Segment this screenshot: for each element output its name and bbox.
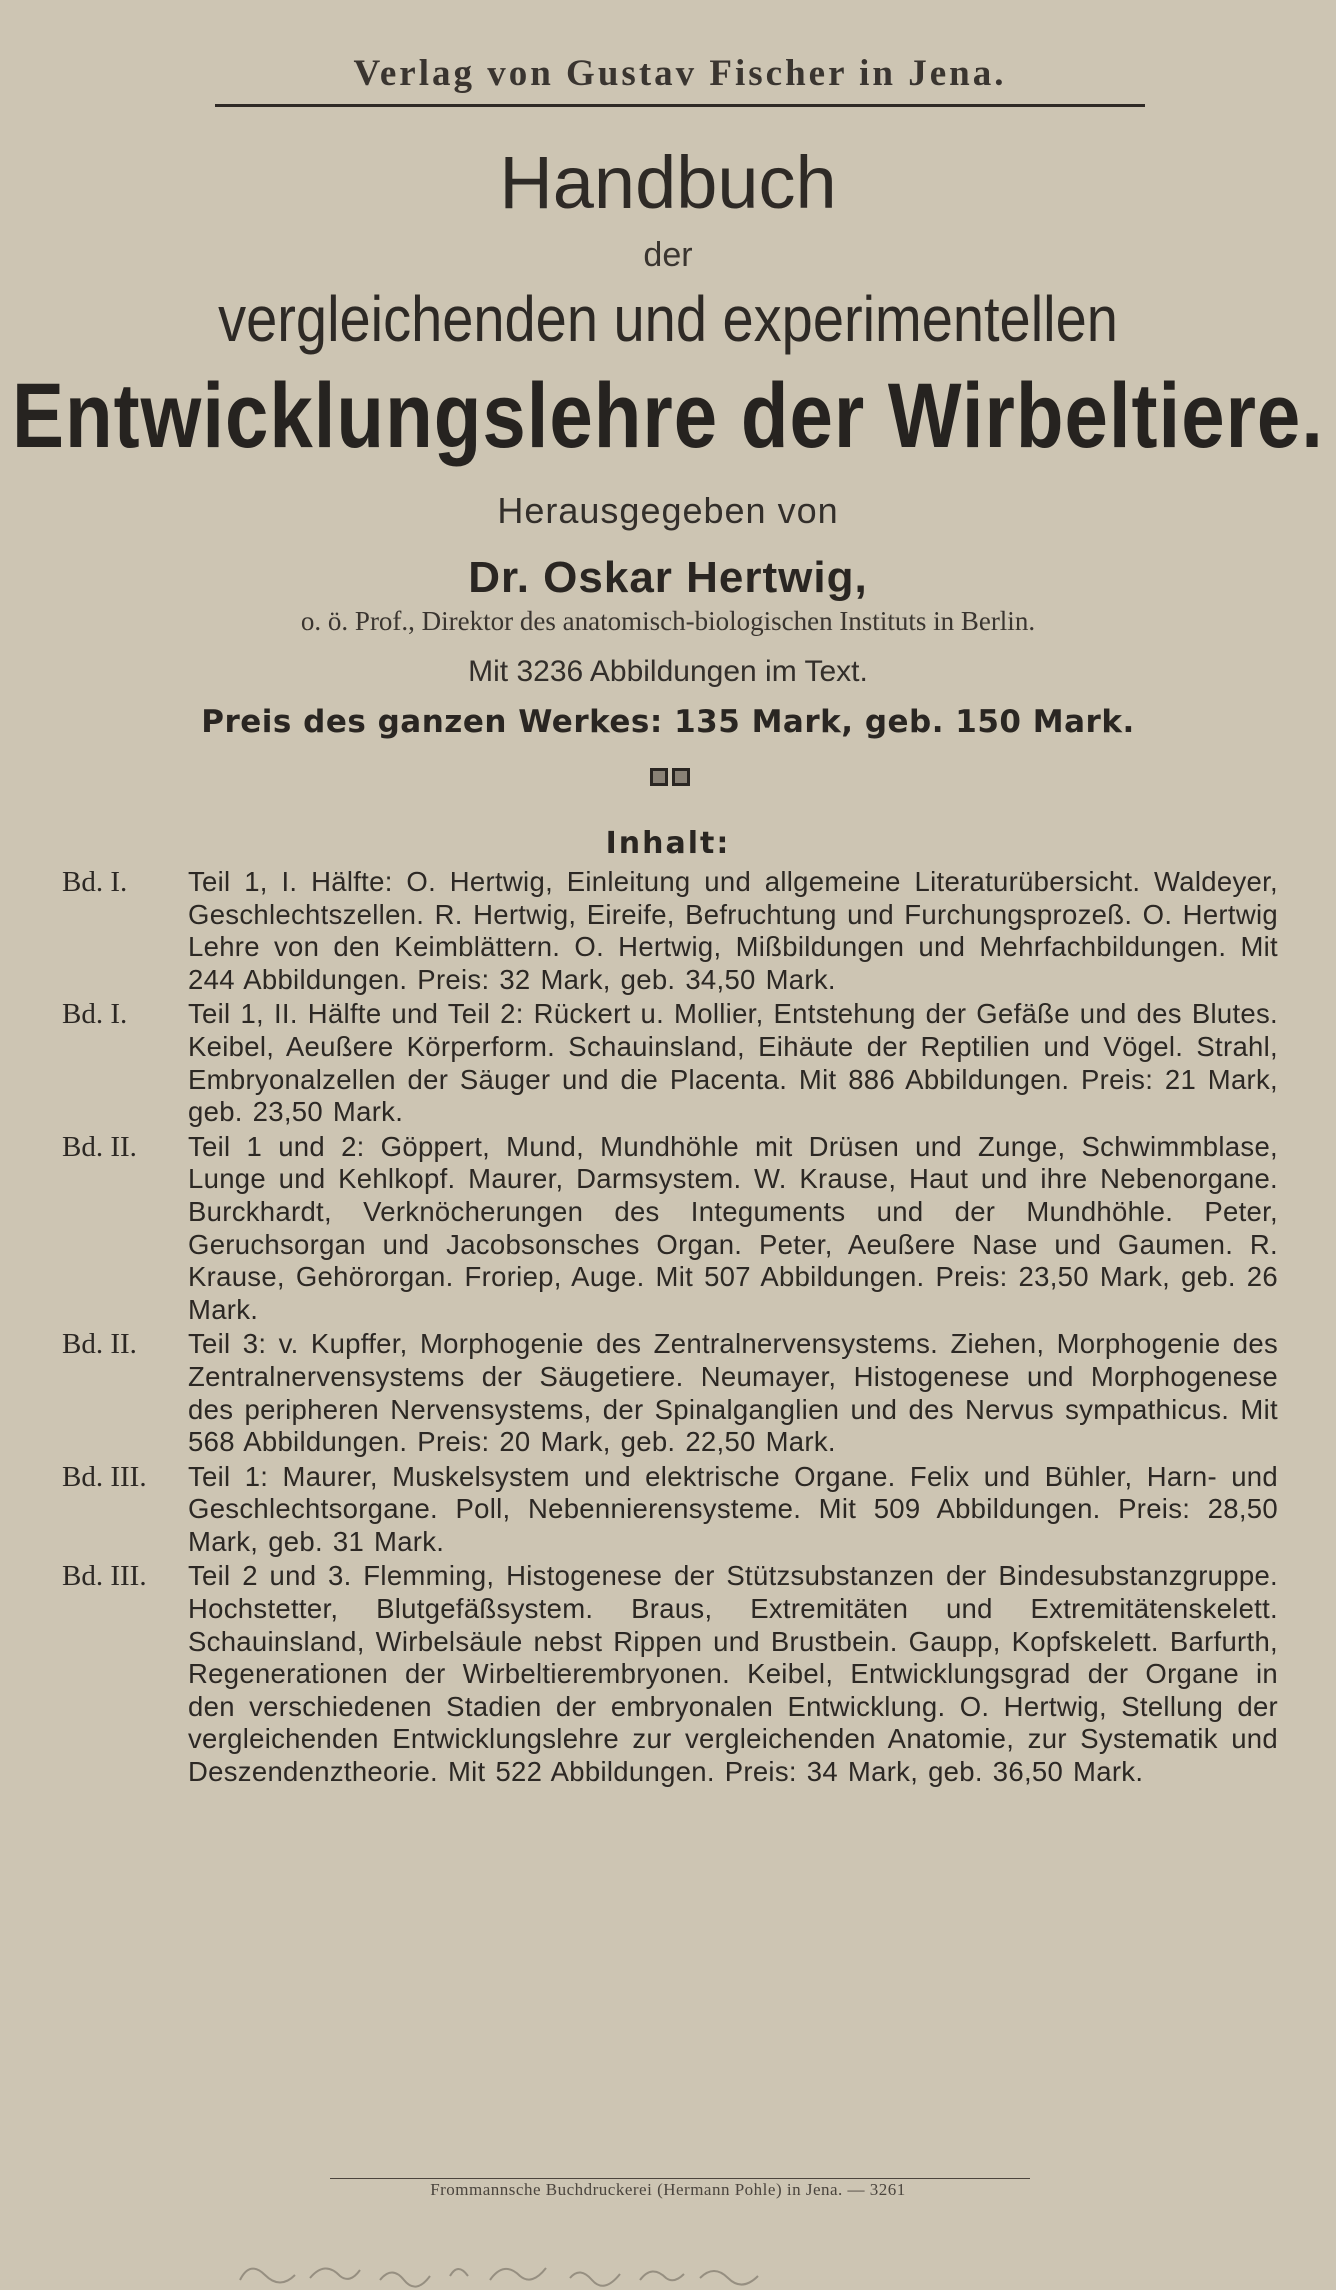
volume-label: Bd. II.: [62, 1328, 137, 1361]
list-item: [58, 866, 1278, 996]
printer-imprint: Frommannsche Buchdruckerei (Hermann Pohle) in Jena. — 3261: [430, 2180, 906, 2199]
title-line-3: vergleichenden und experimentellen: [218, 282, 1118, 355]
list-item: [58, 1461, 1278, 1559]
editor-title: o. ö. Prof., Direktor des anatomisch-biologischen Instituts in Berlin.: [300, 606, 1036, 636]
title-line-2: der: [643, 236, 693, 274]
volume-label: Bd. III.: [62, 1560, 147, 1593]
ornament-icon: [650, 768, 690, 790]
entry-text: Teil 1, I. Hälfte: O. Hertwig, Einleitung und allgemeine Literaturübersicht. Waldeyer, Geschlechtszellen. R. Hertwig, Eireife, Befruchtung und Furchungsprozeß. O. Hertwig Lehre von den Keimblättern. O. Hertwig, Mißbildungen und Mehrfachbildungen. Mit 244 Abbildungen. Preis: 32 Mark, geb. 34,50 Mark.: [188, 866, 1278, 995]
publisher-line: Verlag von Gustav Fischer in Jena.: [353, 53, 1007, 94]
volume-label: Bd. III.: [62, 1460, 147, 1493]
entry-text: Teil 1, II. Hälfte und Teil 2: Rückert u. Mollier, Entstehung der Gefäße und des Blutes. Keibel, Aeußere Körperform. Schauinsland, Eihäute der Reptilien und Vögel. Strahl, Embryonalzellen der Säuger und die Placenta. Mit 886 Abbildungen. Preis: 21 Mark, geb. 23,50 Mark.: [188, 998, 1278, 1128]
editor-intro: Herausgegeben von: [497, 490, 839, 531]
contents-heading: Inhalt:: [605, 826, 731, 861]
list-item: [58, 1328, 1278, 1458]
entry-text: Teil 2 und 3. Flemming, Histogenese der Stützsubstanzen der Bindesubstanzgruppe. Hochstetter, Blutgefäßsystem. Braus, Extremitäten und Extremitätenskelett. Schauinsland, Wirbelsäule nebst Rippen und Brustbein. Gaupp, Kopfskelett. Barfurth, Regenerationen der Wirbeltierembryonen. Keibel, Entwicklungsgrad der Organe in den verschiedenen Stadien der embryonalen Entwicklung. O. Hertwig, Stellung der vergleichenden Entwicklungslehre zur vergleichenden Anatomie, zur Systematik und Deszendenztheorie. Mit 522 Abbildungen. Preis: 34 Mark, geb. 36,50 Mark.: [188, 1560, 1278, 1788]
entry-text: Teil 1 und 2: Göppert, Mund, Mundhöhle mit Drüsen und Zunge, Schwimmblase, Lunge und Kehlkopf. Maurer, Darmsystem. W. Krause, Haut und ihre Nebenorgane. Burckhardt, Verknöcherungen des Integuments und der Mundhöhle. Peter, Geruchsorgan und Jacobsonsches Organ. Peter, Aeußere Nase und Gaumen. R. Krause, Gehörorgan. Froriep, Auge. Mit 507 Abbildungen. Preis: 23,50 Mark, geb. 26 Mark.: [188, 1130, 1278, 1325]
contents-list: [58, 866, 1278, 1791]
volume-label: Bd. I.: [62, 866, 128, 898]
bottom-rule: [330, 2178, 1030, 2179]
list-item: [58, 1131, 1278, 1327]
total-price: Preis des ganzen Werkes: 135 Mark, geb. 150 Mark.: [201, 704, 1135, 740]
volume-label: Bd. I.: [62, 998, 128, 1031]
editor-name: Dr. Oskar Hertwig,: [468, 553, 868, 602]
list-item: [58, 998, 1278, 1128]
volume-label: Bd. II.: [62, 1130, 137, 1163]
handwritten-scribble: [230, 2250, 830, 2290]
entry-text: Teil 1: Maurer, Muskelsystem und elektrische Organe. Felix und Bühler, Harn- und Geschlechtsorgane. Poll, Nebennierensysteme. Mit 509 Abbildungen. Preis: 28,50 Mark, geb. 31 Mark.: [188, 1460, 1278, 1557]
top-rule: [215, 104, 1145, 107]
title-line-1: Handbuch: [499, 141, 837, 224]
list-item: [58, 1560, 1278, 1788]
illustrations-count: Mit 3236 Abbildungen im Text.: [468, 655, 868, 688]
entry-text: Teil 3: v. Kupffer, Morphogenie des Zentralnervensystems. Ziehen, Morphogenie des Zentralnervensystems der Säugetiere. Neumayer, Histogenese und Morphogenese des peripheren Nervensystems, der Spinalganglien und des Nervus sympathicus. Mit 568 Abbildungen. Preis: 20 Mark, geb. 22,50 Mark.: [188, 1328, 1278, 1458]
title-line-4: Entwicklungslehre der Wirbeltiere.: [12, 362, 1324, 467]
